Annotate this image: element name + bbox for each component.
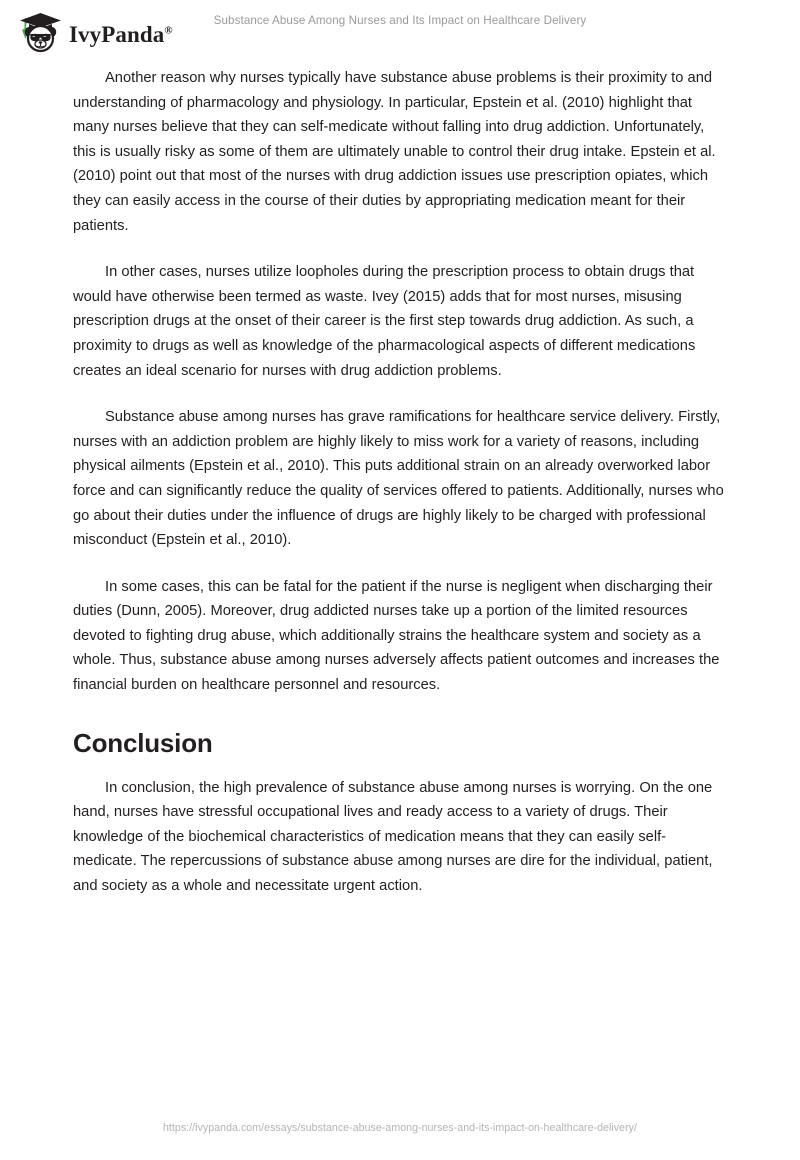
running-title: Substance Abuse Among Nurses and Its Impact on Healthcare Delivery xyxy=(213,14,587,27)
document-body xyxy=(73,66,727,921)
section-heading-conclusion: Conclusion xyxy=(73,727,213,758)
body-paragraph-2: In other cases, nurses utilize loopholes during the prescription process to obtain drugs that would have otherwise been termed as waste. Ivey (2015) adds that for most nurses, misusing prescription drugs at the onset of their career is the first step towards drug addiction. As such, a proximity to drugs as well as knowledge of the pharmacological aspects of different medications creates an ideal scenario for nurses with drug addiction problems. xyxy=(73,264,696,379)
body-paragraph-1: Another reason why nurses typically have substance abuse problems is their proximity to and understanding of pharmacology and physiology. In particular, Epstein et al. (2010) highlight that many nurses believe that they can self-medicate without falling into drug addiction. Unfortunately, this is usually risky as some of them are ultimately unable to control their drug intake. Epstein et al. (2010) point out that most of the nurses with drug addiction issues use prescription opiates, which they can easily access in the course of their duties by appropriating medication meant for their patients. xyxy=(73,70,716,234)
source-url-link[interactable]: https://ivypanda.com/essays/substance-abuse-among-nurses-and-its-impact-on-healthcare-delivery/ xyxy=(162,1122,638,1134)
body-paragraph-4: In some cases, this can be fatal for the patient if the nurse is negligent when discharging their duties (Dunn, 2005). Moreover, drug addicted nurses take up a portion of the limited resources devoted to fighting drug abuse, which additionally strains the healthcare system and society as a whole. Thus, substance abuse among nurses adversely affects patient outcomes and increases the financial burden on healthcare personnel and resources. xyxy=(73,578,720,694)
body-paragraph-3: Substance abuse among nurses has grave ramifications for healthcare service delivery. Firstly, nurses with an addiction problem are highly likely to miss work for a variety of reasons, including physical ailments (Epstein et al., 2010). This puts additional strain on an already overworked labor force and can significantly reduce the quality of services offered to patients. Additionally, nurses who go about their duties under the influence of drugs are highly likely to be charged with professional misconduct (Epstein et al., 2010). xyxy=(73,409,724,549)
registered-trademark-symbol: ® xyxy=(164,23,173,36)
page-header xyxy=(0,0,800,58)
brand-name: IvyPanda® xyxy=(69,21,173,47)
page-footer xyxy=(0,1118,800,1136)
conclusion-paragraph: In conclusion, the high prevalence of substance abuse among nurses is worrying. On the one hand, nurses have stressful occupational lives and ready access to a variety of drugs. Their knowledge of the biochemical characteristics of medication means that they can easily self-medicate. The repercussions of substance abuse among nurses are dire for the individual, patient, and society as a whole and necessitate urgent action. xyxy=(73,779,713,895)
